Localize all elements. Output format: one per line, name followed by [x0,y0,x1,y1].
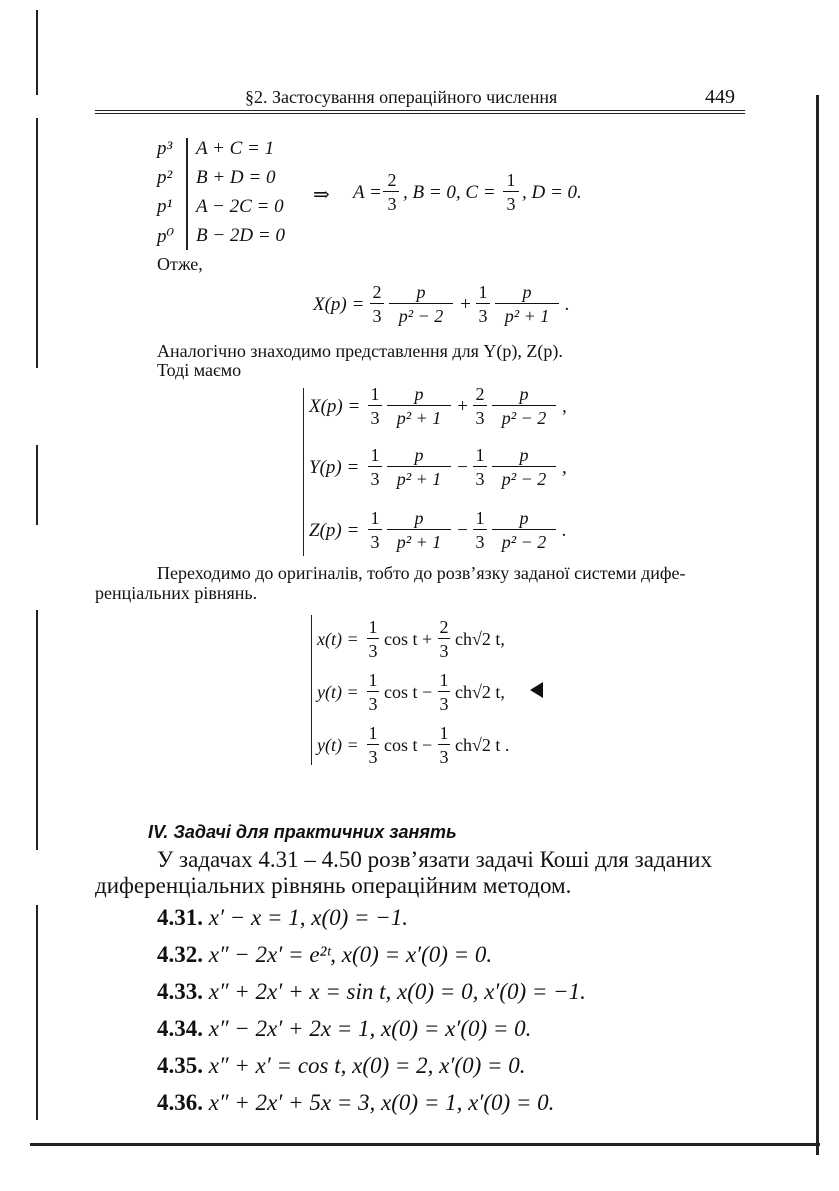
scan-edge-left-top [36,10,38,95]
orig-mid: cos t + [384,629,433,649]
text-todi: Тоді маємо [157,360,242,380]
problem-number: 4.33. [157,979,203,1004]
fraction-bar [389,303,453,304]
fraction-bar [367,691,379,692]
orig-tail: ch√2 t . [455,735,510,755]
running-header-title: §2. Застосування операційного числення [245,87,558,107]
fraction-bar [367,638,379,639]
fraction-bar [492,466,556,467]
coef-num: 1 [370,508,380,528]
frac-num: p [519,445,529,465]
coef-den: 3 [439,747,449,767]
fraction-bar [438,691,450,692]
problem-equation: x″ + x′ = cos t, x(0) = 2, x′(0) = 0. [208,1053,526,1078]
frac-den: p² + 1 [396,408,442,428]
coef-den: 3 [370,408,380,428]
problem-item [157,905,408,931]
system-lhs: y(t) = [317,682,359,702]
coef-equation: A − 2C = 0 [196,196,284,217]
fraction-bar [367,744,379,745]
coef-den: 3 [368,641,378,661]
frac-num: p [414,384,424,404]
system-lhs: x(t) = [317,629,359,649]
orig-tail: ch√2 t, [455,629,505,649]
orig-mid: cos t − [384,735,433,755]
problem-item [157,1090,554,1116]
system-lhs: Z(p) = [309,520,360,541]
problem-item [157,979,586,1005]
frac-num: p [522,282,532,302]
fraction-bar [387,405,451,406]
formula-end: , [562,396,567,417]
frac-num: p [416,282,426,302]
fraction-bar [387,466,451,467]
fraction-bar [473,529,487,530]
scan-edge-left-bottom [36,905,38,1120]
coef-num: 2 [475,384,485,404]
fraction-bar [438,638,450,639]
coef-den: 3 [368,747,378,767]
fraction-bar [368,405,382,406]
frac-den: p² − 2 [501,408,547,428]
frac-den: p² + 1 [396,532,442,552]
fraction-bar [387,529,451,530]
solution-c-den: 3 [506,194,516,214]
coef-num: 1 [475,508,485,528]
problem-item [157,1053,526,1079]
text-perekhod-1: Переходимо до оригіналів, тобто до розв’язку заданої системи дифе- [157,563,686,583]
coef-label: p² [157,167,173,188]
coef-num: 1 [370,445,380,465]
formula-lhs: X(p) = [313,294,365,315]
task-intro-line-1: У задачах 4.31 – 4.50 розв’язати задачі Коші для заданих [157,847,712,872]
fraction-bar [473,405,487,406]
coef-den: 3 [475,532,485,552]
frac-den: p² − 2 [501,532,547,552]
coef-den: 3 [368,694,378,714]
operator: − [456,520,469,541]
fraction-bar [503,191,519,192]
formula-end: , [562,457,567,478]
end-of-solution-triangle-icon [530,682,543,698]
frac-den: p² − 2 [501,469,547,489]
coef-equation: B − 2D = 0 [196,225,285,246]
coef-num: 2 [372,282,382,302]
coef-den: 3 [475,408,485,428]
system-lhs: Y(p) = [309,457,360,478]
fraction-bar [368,466,382,467]
problem-number: 4.32. [157,942,203,967]
orig-tail: ch√2 t, [455,682,505,702]
coef-label: p³ [157,138,173,159]
problem-equation: x″ − 2x′ + 2x = 1, x(0) = x′(0) = 0. [208,1016,532,1041]
problem-equation: x″ + 2x′ + x = sin t, x(0) = 0, x′(0) = −1. [208,979,586,1004]
problem-item [157,1016,531,1042]
system-lhs: y(t) = [317,735,359,755]
coef-num: 2 [439,617,449,637]
scan-edge-right [816,95,819,1155]
frac-num: p [414,445,424,465]
implies-arrow: ⇒ [313,184,330,206]
operator: + [456,396,469,417]
scan-edge-left-mid2 [36,445,38,525]
coef-den: 3 [439,694,449,714]
frac-den: p² + 1 [504,306,550,326]
text-analog: Аналогічно знаходимо представлення для Y(p), Z(p). [157,341,563,361]
coef-label: p¹ [157,196,173,217]
operator: − [456,457,469,478]
page-number: 449 [705,86,735,108]
coef-den: 3 [370,532,380,552]
solution-a-lhs: A = [353,182,382,203]
coef-den: 3 [372,306,382,326]
section-title: IV. Задачі для практичних занять [148,822,457,842]
frac-num: p [519,508,529,528]
fraction-bar [476,303,490,304]
coef-num: 1 [439,723,449,743]
formula-end: . [565,294,570,315]
coef-den: 3 [370,469,380,489]
scan-edge-bottom [30,1143,820,1146]
frac-num: p [519,384,529,404]
fraction-bar [438,744,450,745]
system-brace [303,388,304,556]
frac-den: p² − 2 [398,306,444,326]
coef-den: 3 [439,641,449,661]
frac-num: p [414,508,424,528]
header-rule [95,110,745,114]
coef-num: 1 [368,723,378,743]
problem-number: 4.31. [157,905,203,930]
problem-number: 4.36. [157,1090,203,1115]
coef-num: 1 [370,384,380,404]
solution-bc: , B = 0, C = [403,182,496,203]
orig-mid: cos t − [384,682,433,702]
coef-label: p⁰ [157,226,175,247]
coef-equation: B + D = 0 [196,167,276,188]
coef-num: 1 [439,670,449,690]
fraction-bar [370,303,384,304]
problem-equation: x″ + 2x′ + 5x = 3, x(0) = 1, x′(0) = 0. [208,1090,555,1115]
coef-num: 1 [368,617,378,637]
fraction-bar [473,466,487,467]
frac-den: p² + 1 [396,469,442,489]
operator: + [459,294,472,315]
coef-divider [186,138,188,250]
solution-a-num: 2 [387,170,397,190]
text-perekhod-2: ренціальних рівнянь. [95,583,258,603]
system-brace [311,615,312,765]
coef-den: 3 [478,306,488,326]
task-intro-line-2: диференціальних рівнянь операційним методом. [95,873,572,898]
fraction-bar [383,191,399,192]
text-otzhe: Отже, [157,254,203,274]
fraction-bar [492,529,556,530]
solution-c-num: 1 [506,170,516,190]
problem-equation: x″ − 2x′ = e²ᵗ, x(0) = x′(0) = 0. [208,942,493,967]
scan-edge-left-mid [36,118,38,368]
solution-a-den: 3 [387,194,397,214]
fraction-bar [492,405,556,406]
fraction-bar [368,529,382,530]
fraction-bar [495,303,559,304]
coef-den: 3 [475,469,485,489]
coef-num: 1 [368,670,378,690]
system-lhs: X(p) = [309,396,361,417]
scan-edge-left-low [36,610,38,850]
problem-item [157,942,492,968]
coef-equation: A + C = 1 [196,138,275,159]
problem-equation: x′ − x = 1, x(0) = −1. [208,905,409,930]
formula-end: . [562,520,567,541]
solution-d: , D = 0. [522,182,582,203]
coef-num: 1 [478,282,488,302]
problem-number: 4.35. [157,1053,203,1078]
problem-number: 4.34. [157,1016,203,1041]
coef-num: 1 [475,445,485,465]
